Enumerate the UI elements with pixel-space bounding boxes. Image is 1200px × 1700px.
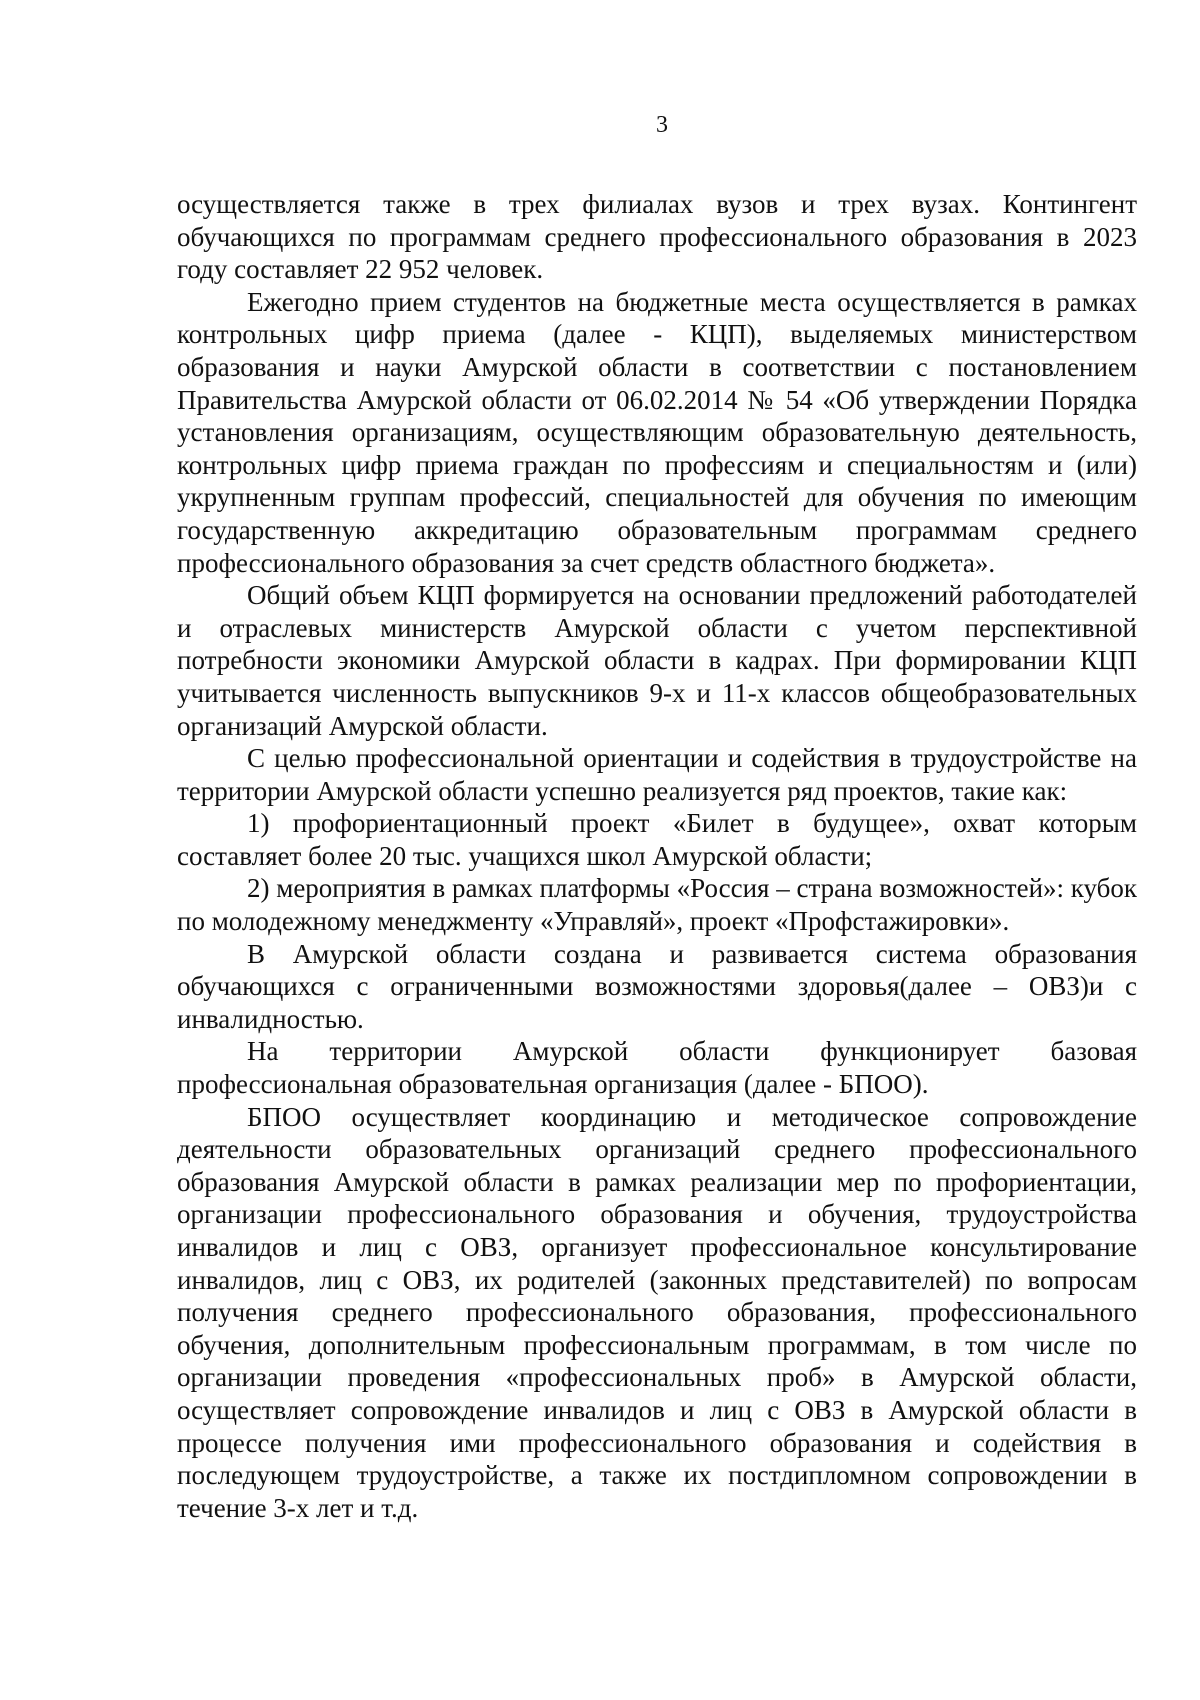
paragraph-bpoo-intro: На территории Амурской области функционирует базовая профессиональная образовательная организация (далее - БПОО). <box>177 1036 1137 1100</box>
list-item-russia-platform: 2) мероприятия в рамках платформы «Россия – страна возможностей»: кубок по молодежному менеджменту «Управляй», проект «Профстажировки». <box>177 873 1137 937</box>
document-body <box>177 188 1137 1524</box>
paragraph-bpoo-functions: БПОО осуществляет координацию и методическое сопровождение деятельности образовательных организаций среднего профессионального образования Амурской области в рамках реализации мер по профориентации, организации профессионального образования и обучения, трудоустройства инвалидов и лиц с ОВЗ, организует профессиональное консультирование инвалидов, лиц с ОВЗ, их родителей (законных представителей) по вопросам получения среднего профессионального образования, профессионального обучения, дополнительным профессиональным программам, в том числе по организации проведения «профессиональных проб» в Амурской области, осуществляет сопровождение инвалидов и лиц с ОВЗ в Амурской области в процессе получения ими профессионального образования и содействия в последующем трудоустройстве, а также их постдипломном сопровождении в течение 3-х лет и т.д. <box>177 1101 1137 1523</box>
paragraph-contingent: осуществляется также в трех филиалах вузов и трех вузах. Контингент обучающихся по программам среднего профессионального образования в 2023 году составляет 22 952 человек. <box>177 189 1137 285</box>
list-item-ticket-to-future: 1) профориентационный проект «Билет в будущее», охват которым составляет более 20 тыс. учащихся школ Амурской области; <box>177 808 1137 871</box>
paragraph-career-guidance: С целью профессиональной ориентации и содействия в трудоустройстве на территории Амурской области успешно реализуется ряд проектов, такие как: <box>177 743 1137 806</box>
paragraph-kcp-volume: Общий объем КЦП формируется на основании предложений работодателей и отраслевых министерств Амурской области с учетом перспективной потребности экономики Амурской области в кадрах. При формировании КЦП учитывается численность выпускников 9-х и 11-х классов общеобразовательных организаций Амурской области. <box>177 580 1137 741</box>
paragraph-admission-kcp: Ежегодно прием студентов на бюджетные места осуществляется в рамках контрольных цифр приема (далее - КЦП), выделяемых министерством образования и науки Амурской области в соответствии с постановлением Правительства Амурской области от 06.02.2014 № 54 «Об утверждении Порядка установления организациям, осуществляющим образовательную деятельность, контрольных цифр приема граждан по профессиям и специальностям и (или) укрупненным группам профессий, специальностей для обучения по имеющим государственную аккредитацию образовательным программам среднего профессионального образования за счет средств областного бюджета». <box>177 286 1137 578</box>
paragraph-ovz-system: В Амурской области создана и развивается система образования обучающихся с ограниченными возможностями здоровья(далее – ОВЗ)и с инвалидностью. <box>177 938 1137 1034</box>
page-number: 3 <box>656 112 668 138</box>
